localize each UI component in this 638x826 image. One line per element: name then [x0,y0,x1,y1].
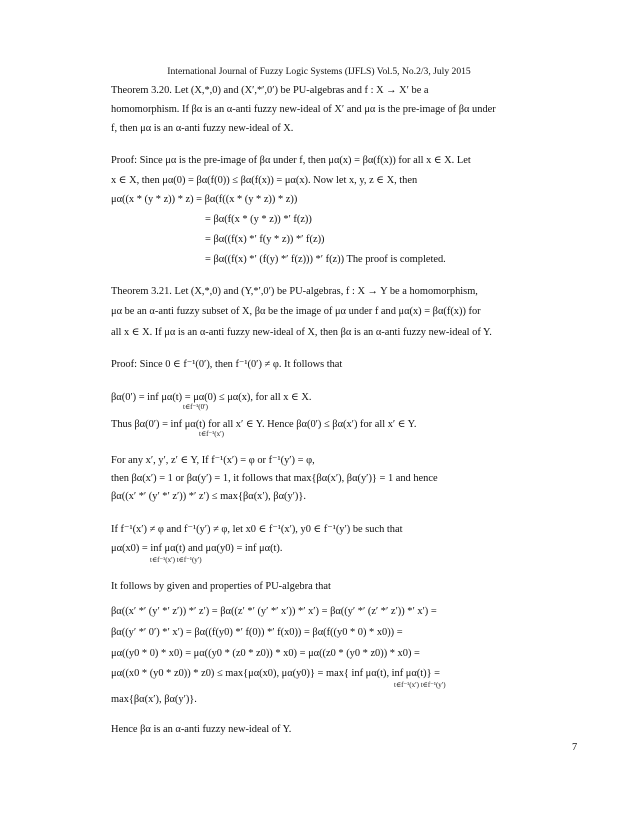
proof-3-21-line-6: βα((x′ *′ (y′ *′ z′)) *′ z′) ≤ max{βα(x′), βα(y′)}. [111,491,306,502]
proof-3-20-line-1: Proof: Since μα is the pre-image of βα under f, then μα(x) = βα(f(x)) for all x ∈ X. Let [111,155,471,166]
proof-3-21-line-11: βα((y′ *′ 0′) *′ x′) = βα((f(y0) *′ f(0)) *′ f(x0)) = βα(f((y0 * 0) * x0)) = [111,627,403,638]
theorem-3-20-line-1: Theorem 3.20. Let (X,*,0) and (X′,*′,0′) be PU-algebras and f : X → X′ be a [111,85,429,96]
proof-3-20-line-6: = βα((f(x) *′ (f(y) *′ f(z))) *′ f(z)) The proof is completed. [205,254,446,265]
proof-3-21-line-5: then βα(x′) = 1 or βα(y′) = 1, it follows that max{βα(x′), βα(y′)} = 1 and hence [111,473,438,484]
proof-3-21-line-10: βα((x′ *′ (y′ *′ z′)) *′ z′) = βα((z′ *′ (y′ *′ x′)) *′ x′) = βα((y′ *′ (z′ *′ z′)) *′ x′) = [111,606,437,617]
theorem-3-21-line-3: all x ∈ X. If μα is an α-anti fuzzy new-ideal of X, then βα is an α-anti fuzzy new-ideal of Y. [111,327,492,338]
inf-subscript: t∈f⁻¹(x′) t∈f⁻¹(y′) [150,556,202,564]
inf-subscript: t∈f⁻¹(0′) [183,403,208,411]
conclusion-line: Hence βα is an α-anti fuzzy new-ideal of Y. [111,724,292,735]
proof-3-21-line-14: max{βα(x′), βα(y′)}. [111,694,197,705]
theorem-3-21-line-2: μα be an α-anti fuzzy subset of X, βα be the image of μα under f and μα(x) = βα(f(x)) for [111,306,481,317]
proof-3-21-line-2: βα(0′) = inf μα(t) = μα(0) ≤ μα(x), for all x ∈ X. [111,392,312,403]
proof-3-20-line-3: μα((x * (y * z)) * z) = βα(f((x * (y * z)) * z)) [111,194,298,205]
proof-3-21-line-8: μα(x0) = inf μα(t) and μα(y0) = inf μα(t). [111,543,283,554]
proof-3-21-line-7: If f⁻¹(x′) ≠ φ and f⁻¹(y′) ≠ φ, let x0 ∈ f⁻¹(x′), y0 ∈ f⁻¹(y′) be such that [111,524,403,535]
proof-3-21-line-1: Proof: Since 0 ∈ f⁻¹(0′), then f⁻¹(0′) ≠ φ. It follows that [111,359,343,370]
page-number: 7 [572,742,578,753]
proof-3-20-line-4: = βα(f(x * (y * z)) *′ f(z)) [205,214,312,225]
proof-3-21-line-13: μα((x0 * (y0 * z0)) * z0) ≤ max{μα(x0), μα(y0)} = max{ inf μα(t), inf μα(t)} = [111,668,441,679]
journal-header: International Journal of Fuzzy Logic Systems (IJFLS) Vol.5, No.2/3, July 2015 [167,66,471,77]
theorem-3-21-line-1: Theorem 3.21. Let (X,*,0) and (Y,*′,0′) be PU-algebras, f : X → Y be a homomorphism, [111,286,478,297]
inf-subscript: t∈f⁻¹(x′) t∈f⁻¹(y′) [394,681,446,689]
proof-3-21-line-4: For any x′, y′, z′ ∈ Y, If f⁻¹(x′) = φ or f⁻¹(y′) = φ, [111,455,315,466]
proof-3-21-line-3: Thus βα(0′) = inf μα(t) for all x′ ∈ Y. Hence βα(0′) ≤ βα(x′) for all x′ ∈ Y. [111,419,417,430]
proof-3-21-line-9: It follows by given and properties of PU-algebra that [111,581,331,592]
proof-3-21-line-12: μα((y0 * 0) * x0) = μα((y0 * (z0 * z0)) * x0) = μα((z0 * (y0 * z0)) * x0) = [111,648,420,659]
inf-subscript: t∈f⁻¹(x′) [199,430,224,438]
theorem-3-20-line-2: homomorphism. If βα is an α-anti fuzzy new-ideal of X′ and μα is the pre-image of βα under [111,104,496,115]
proof-3-20-line-2: x ∈ X, then μα(0) = βα(f(0)) ≤ βα(f(x)) = μα(x). Now let x, y, z ∈ X, then [111,175,418,186]
proof-3-20-line-5: = βα((f(x) *′ f(y * z)) *′ f(z)) [205,234,325,245]
theorem-3-20-line-3: f, then μα is an α-anti fuzzy new-ideal of X. [111,123,294,134]
